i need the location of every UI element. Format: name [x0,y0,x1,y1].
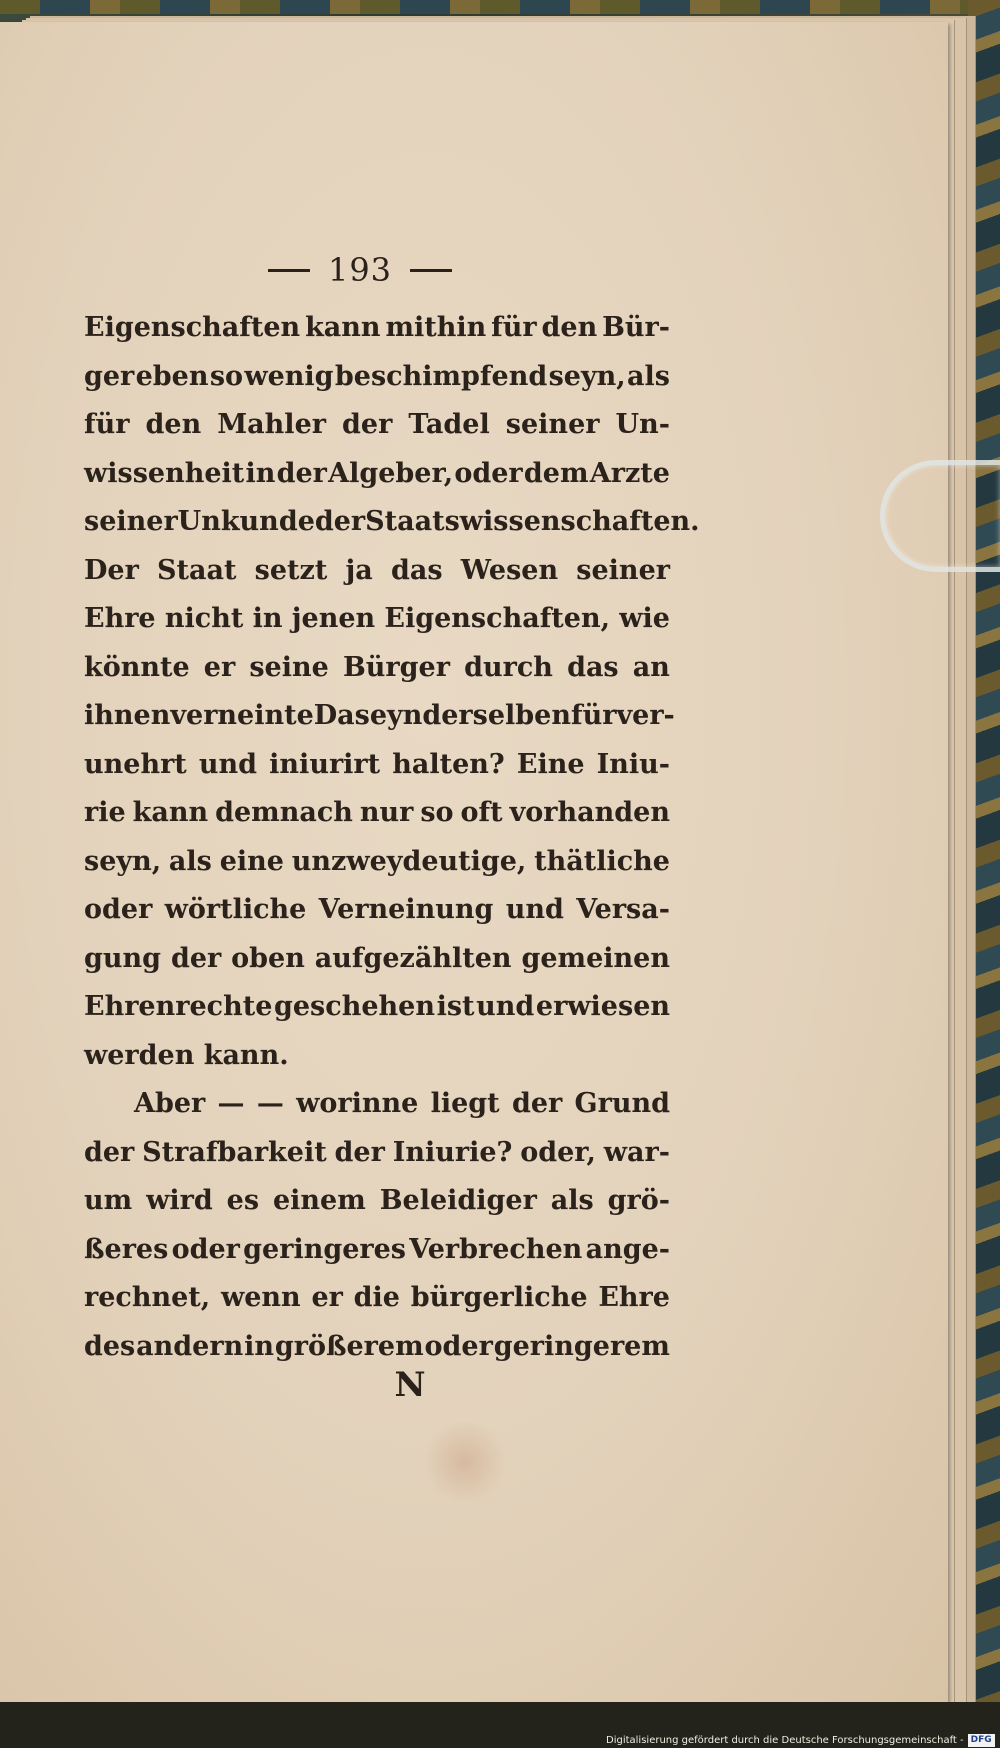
word: der [342,409,393,440]
word: derselben [422,700,571,731]
word: und [476,991,535,1022]
word: seyn, [548,360,626,392]
word: unzweydeutige, [291,845,527,877]
word: Bür- [602,312,670,343]
word: seine [249,651,329,683]
word: andern [136,1330,244,1362]
word: der [511,1088,563,1119]
word: oben [231,942,305,974]
word: Staatswissenschaften. [365,506,700,537]
word: Beleidiger [379,1185,537,1216]
word: für [570,700,617,731]
word: wissenheit [84,457,245,489]
word: einem [272,1185,366,1216]
word: ihnen [84,700,171,731]
word: liegt [430,1088,500,1119]
word: bürgerliche [410,1282,588,1313]
word: verneinte [170,700,314,731]
word: halten? [392,748,505,780]
word: Aber [134,1088,206,1119]
word: Wesen [460,554,559,586]
word: durch [464,651,553,683]
word: um [84,1185,133,1216]
word: Eine [516,748,585,780]
word: setzt [254,554,328,586]
word: der [84,1136,135,1168]
word: Daseyn [313,700,423,731]
word: er [311,1282,343,1313]
text-line [84,886,670,935]
word: Verbrechen [409,1233,583,1265]
text-line [84,1323,670,1372]
word: der [334,1136,385,1168]
word: Algeber, [328,457,454,489]
word: war- [603,1136,670,1168]
word: Un- [615,409,670,440]
text-line [84,1226,670,1275]
text-line [84,1274,670,1323]
word: beschimpfend [334,360,548,392]
text-line [84,1129,670,1178]
text-line [84,935,670,984]
word: und [198,748,258,780]
word: in [252,603,283,634]
word: aufgezählten [314,942,512,974]
word: kann [305,312,381,343]
word: seiner [505,409,600,440]
word: Staat [157,554,237,586]
page-clip [880,460,1000,572]
word: Ehre [84,603,156,634]
word: kann [132,797,209,828]
word: der [170,942,222,974]
word: — [217,1088,245,1119]
text-line [84,547,670,596]
text-line [84,401,670,450]
word: wenn [220,1282,301,1313]
word: ist [436,991,475,1022]
dash-right [410,269,452,272]
word: so [420,797,454,828]
word: geschehen [274,991,435,1022]
word: des [84,1330,136,1362]
word: oder [84,894,153,925]
word: der [314,506,366,537]
word: oder [454,457,523,489]
word: grö- [607,1185,670,1216]
word: Versa- [576,894,670,925]
word: demnach [215,797,353,828]
word: ja [345,554,373,586]
dfg-logo: DFG [968,1734,995,1747]
word: Strafbarkeit [142,1136,327,1168]
dash-left [268,269,310,272]
word: Ehre [598,1282,670,1313]
word: — [256,1088,284,1119]
word: seiner [84,506,178,537]
body-text [84,304,700,1371]
word: iniurirt [269,748,381,780]
text-line [84,741,670,790]
word: Mahler [217,409,326,440]
word: mithin [385,312,487,343]
word: wird [146,1185,213,1216]
word: und [505,894,564,925]
word: Ehrenrechte [84,991,273,1022]
word: es [226,1185,260,1216]
word: für [491,312,537,343]
word: Tadel [408,409,490,440]
word: an [632,651,670,683]
word: könnte [84,651,190,683]
word: in [244,1330,274,1362]
word: so [209,360,244,392]
text-line [84,692,675,741]
word: Bürger [342,651,450,683]
word: größerem [274,1330,424,1362]
paper-stain [420,1422,510,1502]
word: nur [359,797,414,828]
word: als [627,360,670,392]
word: eine [219,845,284,877]
text-line [84,1080,670,1129]
text-line [84,1177,670,1226]
text-line [84,595,670,644]
signature-mark: N [394,1365,426,1405]
text-line: werden kann. [84,1039,289,1071]
word: der [276,457,327,489]
word: seyn, [84,845,162,877]
word: ßeres [84,1233,169,1265]
word: oft [460,797,503,828]
word: wörtliche [164,894,307,925]
text-line [84,353,670,402]
word: geringeres [243,1233,406,1265]
word: den [145,409,202,440]
word: Grund [574,1088,670,1119]
word: unehrt [84,748,187,780]
word: Der [84,554,139,586]
word: er [203,651,236,683]
text-line [84,498,700,547]
book-cover-top-edge [0,0,1000,14]
running-head [230,252,490,288]
word: als [168,845,212,877]
word: rechnet, [84,1282,211,1313]
word: Verneinung [318,894,494,925]
word: thätliche [534,845,670,877]
word: erwiesen [535,991,670,1022]
text-line [84,838,670,887]
word: worinne [296,1088,419,1119]
word: dem [523,457,589,489]
word: oder [171,1233,240,1265]
page-number: 193 [327,251,393,289]
word: oder, [520,1136,596,1168]
word: Eigenschaften, [384,603,610,634]
word: Eigenschaften [84,312,301,343]
word: ange- [585,1233,670,1265]
word: für [84,409,130,440]
text-line [84,644,670,693]
digitization-credit [606,1733,995,1748]
word: den [541,312,598,343]
word: die [353,1282,400,1313]
word: Arzte [589,457,670,489]
word: ver- [616,700,675,731]
word: nicht [164,603,244,634]
word: gemeinen [521,942,670,974]
word: oder [424,1330,493,1362]
credit-text: Digitalisierung gefördert durch die Deutsche Forschungsgemeinschaft - [606,1735,964,1746]
word: Iniurie? [392,1136,513,1168]
word: wenig [244,360,334,392]
word: als [550,1185,594,1216]
word: geringerem [493,1330,670,1362]
word: jenen [291,603,376,634]
word: das [567,651,619,683]
word: ger [84,360,135,392]
word: rie [84,797,126,828]
text-line [84,789,670,838]
word: das [391,554,443,586]
word: gung [84,942,162,974]
word: eben [135,360,209,392]
text-line [84,983,670,1032]
text-line [84,304,670,353]
word: in [245,457,276,489]
word: seiner [576,554,670,586]
word: wie [619,603,670,634]
text-line [84,450,670,499]
word: vorhanden [509,797,670,828]
word: Iniu- [596,748,670,780]
word: Unkunde [177,506,315,537]
